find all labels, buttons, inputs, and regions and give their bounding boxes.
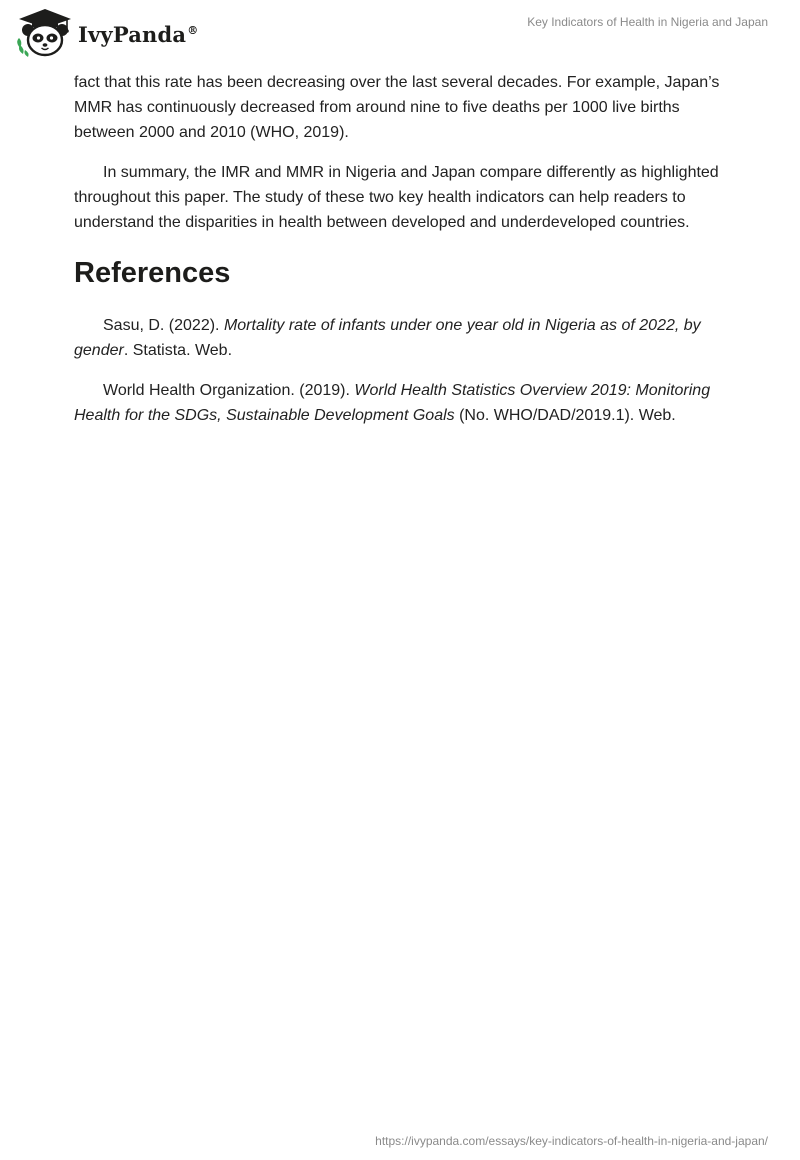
ivypanda-logo[interactable]	[14, 8, 199, 58]
panda-graduate-icon	[14, 8, 76, 58]
reference-source: (No. WHO/DAD/2019.1). Web.	[454, 407, 676, 424]
reference-author-date: World Health Organization. (2019).	[103, 382, 355, 399]
reference-title: Mortality rate of infants under one year old in Nigeria as of 2022, by gender	[74, 317, 701, 359]
registered-mark: ®	[187, 24, 199, 37]
references-heading: References	[74, 257, 231, 289]
reference-item	[74, 313, 734, 363]
brand-name: IvyPanda®	[78, 22, 199, 47]
page-header	[0, 0, 800, 70]
reference-item	[74, 378, 734, 428]
document-title: Key Indicators of Health in Nigeria and Japan	[527, 15, 768, 29]
reference-source: . Statista. Web.	[123, 342, 233, 359]
footer-source-url[interactable]: https://ivypanda.com/essays/key-indicators-of-health-in-nigeria-and-japan/	[375, 1134, 768, 1148]
body-paragraph-continued: fact that this rate has been decreasing over the last several decades. For example, Japan’s MMR has continuously decreased from around nine to five deaths per 1000 live births between 2000 and 2010 (WHO, 2019).	[74, 74, 720, 141]
essay-content	[74, 70, 734, 443]
body-paragraph-summary: In summary, the IMR and MMR in Nigeria and Japan compare differently as highlighted throughout this paper. The study of these two key health indicators can help readers to understand the disparities in health between developed and underdeveloped countries.	[74, 164, 719, 231]
reference-author-date: Sasu, D. (2022).	[103, 317, 224, 334]
reference-title: World Health Statistics Overview 2019: Monitoring Health for the SDGs, Sustainable Development Goals	[74, 382, 711, 424]
